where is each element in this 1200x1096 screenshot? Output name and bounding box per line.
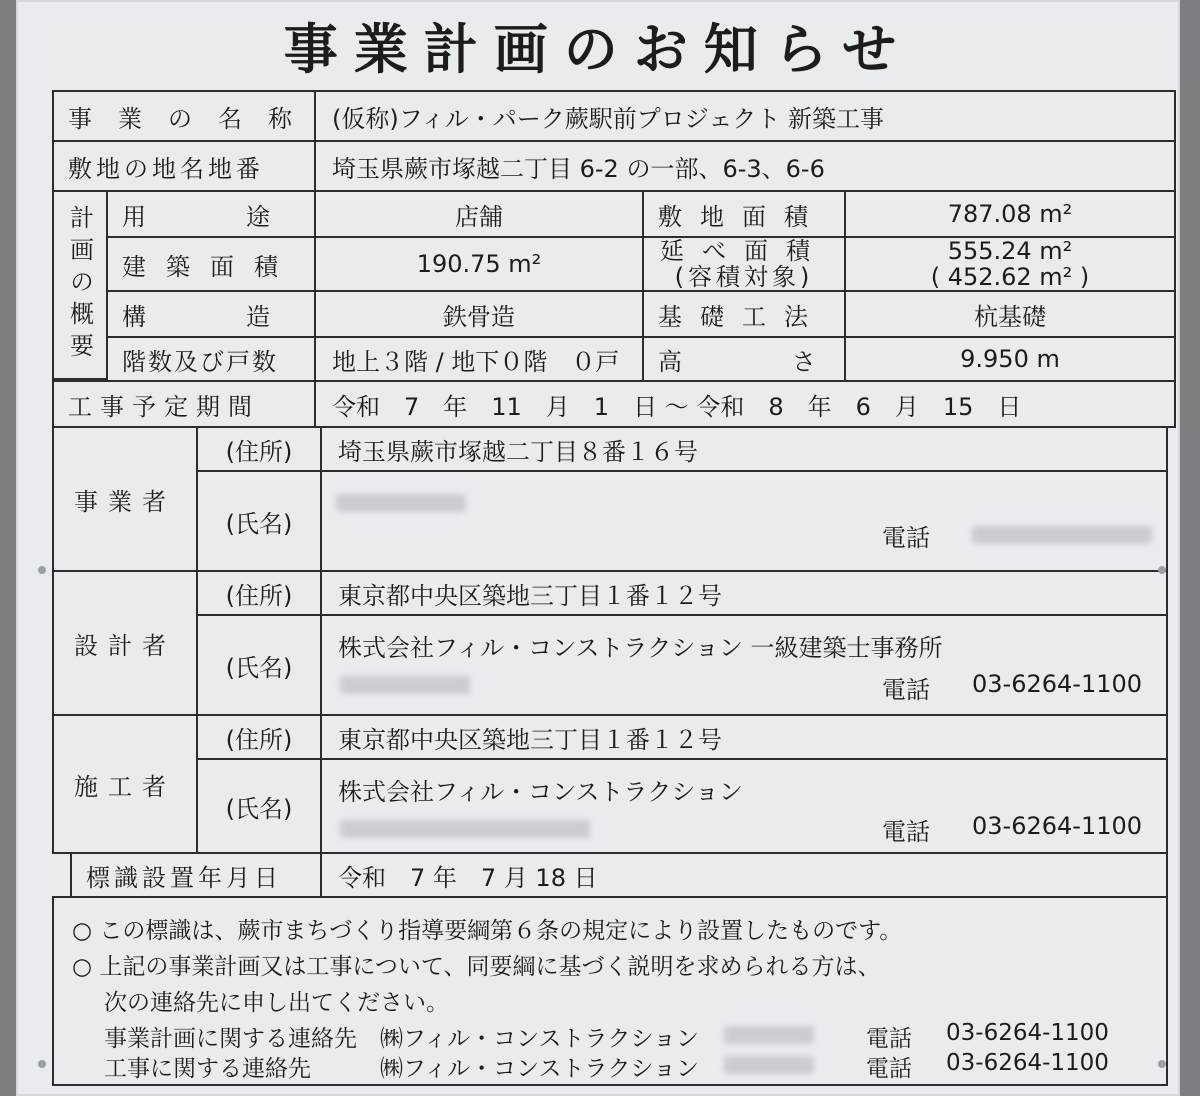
- contractor-label: 施工者: [52, 714, 198, 854]
- note-line-3: 次の連絡先に申し出てください。: [104, 990, 449, 1016]
- redacted-contact: [724, 1026, 814, 1044]
- total-floor-area-value: 555.24 m² ( 452.62 m² ): [844, 236, 1176, 292]
- plan-overview-label: 計画の概要: [52, 190, 108, 380]
- operator-name-label: (氏名): [196, 470, 322, 572]
- project-name-label: 事業の名称: [52, 90, 316, 142]
- site-area-label: 敷地面積: [642, 190, 846, 238]
- redacted-person: [340, 676, 470, 694]
- structure-label: 構造: [106, 290, 316, 338]
- redacted-phone: [972, 526, 1152, 544]
- height-value: 9.950 m: [844, 336, 1176, 382]
- sign-title: 事業計画のお知らせ: [283, 17, 913, 81]
- screw-icon: [38, 1060, 46, 1068]
- site-area-value: 787.08 m²: [844, 190, 1176, 238]
- contact2-label: 工事に関する連絡先: [104, 1056, 311, 1082]
- total-floor-area-label: 延べ面積 (容積対象): [642, 236, 846, 292]
- project-name-value: (仮称)フィル・パーク蕨駅前プロジェクト 新築工事: [314, 90, 1176, 142]
- designer-name-cell: [320, 614, 1168, 716]
- building-area-label: 建築面積: [106, 236, 316, 292]
- use-label: 用途: [106, 190, 316, 238]
- contractor-address-value: 東京都中央区築地三丁目１番１２号: [320, 714, 1168, 760]
- redacted-person: [340, 820, 590, 838]
- sign-date-value: 令和 7 年 7 月 18 日: [320, 852, 1168, 898]
- screw-icon: [1158, 566, 1166, 574]
- designer-address-label: (住所): [196, 570, 322, 616]
- contractor-name-cell: [320, 758, 1168, 854]
- period-label: 工事予定期間: [52, 380, 316, 428]
- designer-tel-label: 電話: [882, 676, 930, 704]
- info-table: [52, 90, 1176, 1096]
- sign-board: [16, 0, 1180, 1096]
- operator-address-label: (住所): [196, 426, 322, 472]
- foundation-value: 杭基礎: [844, 290, 1176, 338]
- use-value: 店舗: [314, 190, 644, 238]
- note-line-2: ○ 上記の事業計画又は工事について、同要綱に基づく説明を求められる方は、: [72, 954, 881, 980]
- floors-value: 地上３階 / 地下０階 ０戸: [314, 336, 644, 382]
- note-line-1: ○ この標識は、蕨市まちづくり指導要綱第６条の規定により設置したものです。: [72, 918, 903, 944]
- foundation-label: 基礎工法: [642, 290, 846, 338]
- operator-name-cell: [320, 470, 1168, 572]
- height-label: 高さ: [642, 336, 846, 382]
- building-area-value: 190.75 m²: [314, 236, 644, 292]
- contact1-company: ㈱フィル・コンストラクション: [380, 1026, 700, 1052]
- notes-box: [52, 896, 1168, 1086]
- operator-address-value: 埼玉県蕨市塚越二丁目８番１６号: [320, 426, 1168, 472]
- contact1-tel-label: 電話: [866, 1026, 912, 1052]
- site-address-label: 敷地の地名地番: [52, 140, 316, 192]
- floors-label: 階数及び戸数: [106, 336, 316, 382]
- redacted-contact: [724, 1056, 814, 1074]
- operator-tel-label: 電話: [882, 524, 930, 552]
- designer-label: 設計者: [52, 570, 198, 716]
- contractor-tel-label: 電話: [882, 818, 930, 846]
- contact2-tel: 03-6264-1100: [946, 1050, 1109, 1076]
- contact1-tel: 03-6264-1100: [946, 1020, 1109, 1046]
- screw-icon: [1158, 1060, 1166, 1068]
- screw-icon: [38, 566, 46, 574]
- structure-value: 鉄骨造: [314, 290, 644, 338]
- site-address-value: 埼玉県蕨市塚越二丁目 6-2 の一部、6-3、6-6: [314, 140, 1176, 192]
- redacted-name: [336, 494, 466, 512]
- contact2-tel-label: 電話: [866, 1056, 912, 1082]
- designer-name-label: (氏名): [196, 614, 322, 716]
- contact1-label: 事業計画に関する連絡先: [104, 1026, 357, 1052]
- sign-date-label: 標識設置年月日: [70, 852, 322, 898]
- contractor-tel: 03-6264-1100: [972, 812, 1143, 840]
- designer-name: 株式会社フィル・コンストラクション 一級建築士事務所: [338, 634, 943, 662]
- period-value: 令和 7 年 11 月 1 日 ～ 令和 8 年 6 月 15 日: [314, 380, 1176, 428]
- designer-tel: 03-6264-1100: [972, 670, 1143, 698]
- contact2-company: ㈱フィル・コンストラクション: [380, 1056, 700, 1082]
- contractor-address-label: (住所): [196, 714, 322, 760]
- designer-address-value: 東京都中央区築地三丁目１番１２号: [320, 570, 1168, 616]
- operator-label: 事業者: [52, 426, 198, 572]
- contractor-name: 株式会社フィル・コンストラクション: [338, 778, 743, 806]
- contractor-name-label: (氏名): [196, 758, 322, 854]
